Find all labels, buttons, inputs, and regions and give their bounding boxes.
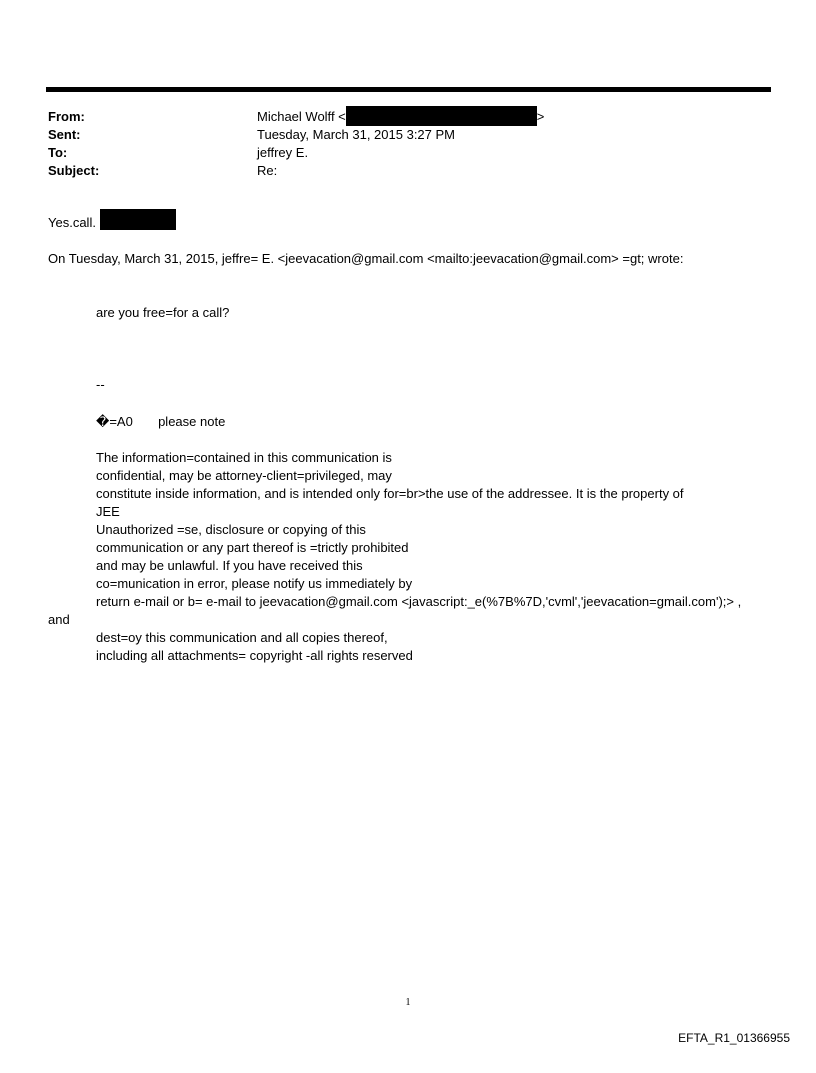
note-line: [96, 414, 225, 430]
disclaimer-line: dest=oy this communication and all copies thereof,: [96, 630, 388, 645]
disclaimer-line: return e-mail or b= e-mail to jeevacation@gmail.com <javascript:_e(%7B%7D,'cvml','jeevacation=gmail.com');> ,: [96, 594, 742, 609]
from-label: From:: [48, 109, 85, 124]
disclaimer-line: including all attachments= copyright -all rights reserved: [96, 648, 413, 663]
sent-value: Tuesday, March 31, 2015 3:27 PM: [257, 127, 455, 142]
disclaimer-line: JEE: [96, 504, 120, 519]
signature-separator: --: [96, 377, 105, 392]
sent-label: Sent:: [48, 127, 81, 142]
from-name: Michael Wolff <: [257, 109, 346, 124]
disclaimer-line: Unauthorized =se, disclosure or copying of this: [96, 522, 366, 537]
disclaimer-line: and may be unlawful. If you have received this: [96, 558, 363, 573]
disclaimer-line: The information=contained in this communication is: [96, 450, 392, 465]
disclaimer-line: constitute inside information, and is intended only for=br>the use of the addressee. It is the property of: [96, 486, 684, 501]
to-value: jeffrey E.: [257, 145, 309, 160]
disclaimer-line: communication or any part thereof is =trictly prohibited: [96, 540, 409, 555]
reply-line: [48, 215, 176, 230]
subject-value: Re:: [257, 163, 278, 178]
disclaimer-line: co=munication in error, please notify us immediately by: [96, 576, 413, 591]
reply-text: Yes.call.: [48, 215, 96, 230]
from-value: [257, 109, 544, 126]
bates-number: EFTA_R1_01366955: [678, 1031, 790, 1045]
to-label: To:: [48, 145, 68, 160]
subject-label: Subject:: [48, 163, 100, 178]
note-text: please note: [158, 414, 226, 429]
redaction-box: [346, 106, 537, 126]
quote-intro: On Tuesday, March 31, 2015, jeffre= E. <jeevacation@gmail.com <mailto:jeevacation@gmail.com> =gt; wrote:: [48, 251, 684, 266]
disclaimer-line: confidential, may be attorney-client=privileged, may: [96, 468, 392, 483]
redaction-box: [100, 209, 176, 230]
quoted-question: are you free=for a call?: [96, 305, 230, 320]
note-prefix: �=A0: [96, 414, 133, 429]
header-rule: [46, 87, 771, 92]
from-close: >: [536, 109, 545, 124]
wrapped-and: and: [48, 612, 70, 627]
page-number: 1: [405, 997, 411, 1008]
